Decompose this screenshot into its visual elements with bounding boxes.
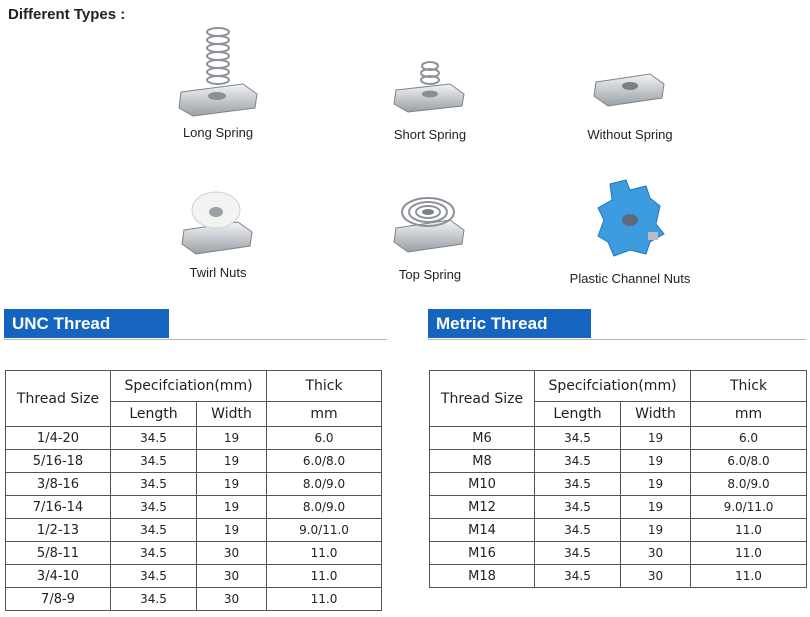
product-plastic-channel-nuts [530, 176, 730, 286]
length-cell: 34.5 [535, 519, 621, 542]
thread-size-cell: 3/4-10 [6, 565, 111, 588]
thread-size-cell: 3/8-16 [6, 473, 111, 496]
long-spring-nut-image [173, 22, 263, 120]
product-label: Twirl Nuts [189, 265, 247, 280]
length-cell: 34.5 [535, 427, 621, 450]
thick-cell: 8.0/9.0 [267, 496, 382, 519]
table-row [430, 565, 807, 588]
length-cell: 34.5 [535, 565, 621, 588]
width-cell: 19 [197, 450, 267, 473]
width-cell: 30 [197, 588, 267, 611]
thick-cell: 8.0/9.0 [691, 473, 807, 496]
product-label: Without Spring [587, 127, 673, 142]
product-long-spring [118, 22, 318, 140]
metric-thread-table [429, 370, 807, 588]
width-cell: 19 [197, 496, 267, 519]
thread-size-cell: 7/8-9 [6, 588, 111, 611]
thick-cell: 6.0/8.0 [267, 450, 382, 473]
table-row [6, 496, 382, 519]
top-spring-nut-image [388, 186, 472, 262]
product-top-spring [330, 186, 530, 282]
column-header: Width [197, 402, 267, 427]
product-label: Long Spring [182, 125, 254, 140]
length-cell: 34.5 [535, 473, 621, 496]
length-cell: 34.5 [111, 588, 197, 611]
thick-cell: 11.0 [691, 565, 807, 588]
width-cell: 30 [621, 565, 691, 588]
product-label: Top Spring [398, 267, 462, 282]
product-label: Plastic Channel Nuts [569, 271, 691, 286]
column-header: Thick [267, 371, 382, 402]
thick-cell: 8.0/9.0 [267, 473, 382, 496]
thick-cell: 11.0 [691, 519, 807, 542]
thick-cell: 9.0/11.0 [691, 496, 807, 519]
length-cell: 34.5 [111, 473, 197, 496]
column-header: Thread Size [6, 371, 111, 427]
width-cell: 30 [621, 542, 691, 565]
column-header: Width [621, 402, 691, 427]
table-row [6, 519, 382, 542]
column-header: mm [691, 402, 807, 427]
thick-cell: 6.0 [267, 427, 382, 450]
column-header: Specifciation(mm) [111, 371, 267, 402]
page-heading: Different Types : [8, 6, 126, 23]
table-row [430, 450, 807, 473]
width-cell: 19 [621, 519, 691, 542]
thread-size-cell: M6 [430, 427, 535, 450]
column-header: Specifciation(mm) [535, 371, 691, 402]
thick-cell: 9.0/11.0 [267, 519, 382, 542]
width-cell: 19 [621, 473, 691, 496]
column-header: Length [535, 402, 621, 427]
width-cell: 19 [197, 519, 267, 542]
table-row [6, 588, 382, 611]
table-row [6, 565, 382, 588]
thread-size-cell: 7/16-14 [6, 496, 111, 519]
width-cell: 19 [621, 496, 691, 519]
thread-size-cell: M16 [430, 542, 535, 565]
width-cell: 30 [197, 565, 267, 588]
table-row [430, 473, 807, 496]
thread-size-cell: 1/2-13 [6, 519, 111, 542]
length-cell: 34.5 [535, 542, 621, 565]
thick-cell: 11.0 [267, 565, 382, 588]
length-cell: 34.5 [111, 427, 197, 450]
table-row [6, 542, 382, 565]
thread-size-cell: 5/8-11 [6, 542, 111, 565]
length-cell: 34.5 [111, 450, 197, 473]
thread-size-cell: M12 [430, 496, 535, 519]
unc-thread-table [5, 370, 382, 611]
table-row [430, 519, 807, 542]
table-row [6, 427, 382, 450]
thread-size-cell: 1/4-20 [6, 427, 111, 450]
unc-thread-banner: UNC Thread [4, 309, 169, 338]
product-short-spring [330, 56, 530, 142]
width-cell: 19 [621, 450, 691, 473]
table-row [430, 542, 807, 565]
length-cell: 34.5 [535, 450, 621, 473]
divider [428, 339, 806, 340]
width-cell: 30 [197, 542, 267, 565]
width-cell: 19 [197, 427, 267, 450]
length-cell: 34.5 [535, 496, 621, 519]
twirl-nut-image [178, 184, 258, 260]
column-header: Thick [691, 371, 807, 402]
metric-thread-banner: Metric Thread [428, 309, 591, 338]
thick-cell: 11.0 [267, 542, 382, 565]
table-row [430, 496, 807, 519]
plastic-channel-nut-image [590, 176, 670, 266]
divider [4, 339, 387, 340]
column-header: Thread Size [430, 371, 535, 427]
length-cell: 34.5 [111, 565, 197, 588]
thick-cell: 6.0/8.0 [691, 450, 807, 473]
table-row [6, 450, 382, 473]
length-cell: 34.5 [111, 542, 197, 565]
thread-size-cell: M8 [430, 450, 535, 473]
product-without-spring [530, 64, 730, 142]
short-spring-nut-image [390, 56, 470, 122]
thick-cell: 11.0 [267, 588, 382, 611]
width-cell: 19 [197, 473, 267, 496]
table-row [430, 427, 807, 450]
thick-cell: 11.0 [691, 542, 807, 565]
column-header: Length [111, 402, 197, 427]
thread-size-cell: M18 [430, 565, 535, 588]
nut-without-spring-image [590, 64, 670, 122]
thread-size-cell: M10 [430, 473, 535, 496]
thread-size-cell: 5/16-18 [6, 450, 111, 473]
product-label: Short Spring [393, 127, 467, 142]
table-row [6, 473, 382, 496]
width-cell: 19 [621, 427, 691, 450]
column-header: mm [267, 402, 382, 427]
product-twirl-nuts [118, 184, 318, 280]
thread-size-cell: M14 [430, 519, 535, 542]
length-cell: 34.5 [111, 519, 197, 542]
length-cell: 34.5 [111, 496, 197, 519]
thick-cell: 6.0 [691, 427, 807, 450]
